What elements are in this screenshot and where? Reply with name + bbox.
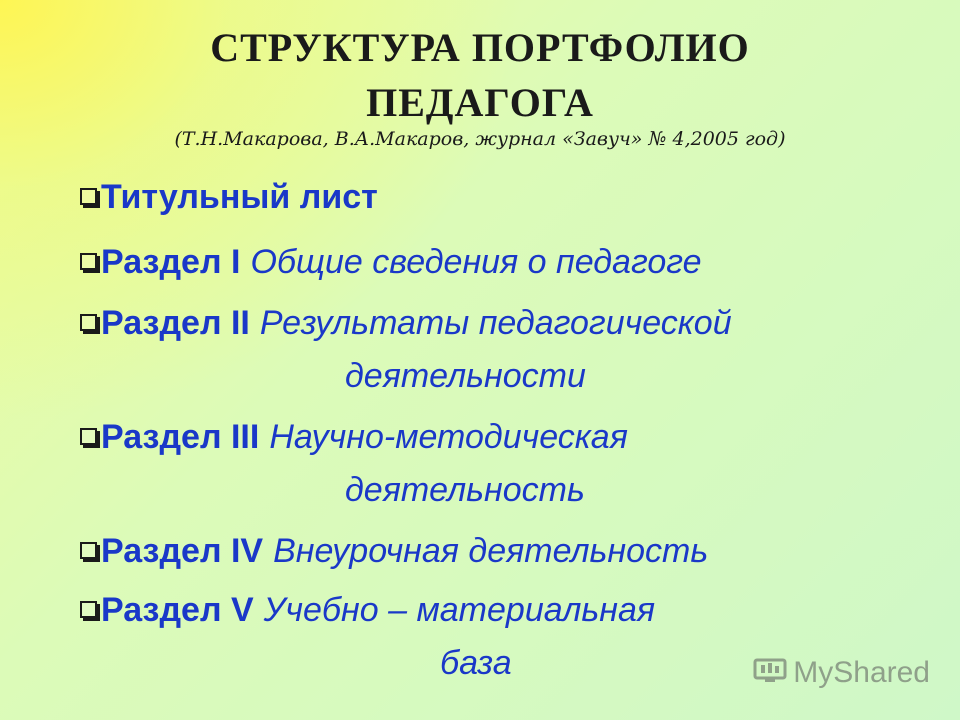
- item-description: Учебно – материальная: [263, 591, 656, 629]
- item-label: Раздел III: [101, 418, 260, 456]
- item-label: Раздел IV: [101, 532, 264, 570]
- item-description-continuation: деятельность: [345, 471, 585, 509]
- list-item-section-4: [80, 534, 708, 568]
- item-description: Результаты педагогической: [259, 304, 732, 342]
- slide-subtitle: (Т.Н.Макарова, В.А.Макаров, журнал «Завуч» № 4,2005 год): [174, 128, 786, 150]
- item-description: Научно-методическая: [269, 418, 628, 456]
- myshared-logo-icon: [753, 654, 787, 692]
- square-bullet-icon: [80, 428, 97, 445]
- item-label: Раздел I: [101, 243, 241, 281]
- square-bullet-icon: [80, 188, 97, 205]
- square-bullet-icon: [80, 314, 97, 331]
- list-item-title-page: [80, 180, 378, 214]
- slide-title-line-2: ПЕДАГОГА: [366, 80, 594, 125]
- square-bullet-icon: [80, 542, 97, 559]
- item-label: Раздел V: [101, 591, 254, 629]
- list-item-section-1: [80, 245, 702, 279]
- item-description: Общие сведения о педагоге: [250, 243, 702, 281]
- list-item-section-5: [80, 593, 655, 627]
- square-bullet-icon: [80, 601, 97, 618]
- square-bullet-icon: [80, 253, 97, 270]
- item-description-continuation: деятельности: [345, 357, 586, 395]
- slide-title-line-1: СТРУКТУРА ПОРТФОЛИО: [210, 25, 750, 70]
- item-description: Внеурочная деятельность: [273, 532, 709, 570]
- watermark-text: MyShared: [793, 656, 930, 689]
- list-item-section-3: [80, 420, 628, 454]
- list-item-section-2: [80, 306, 732, 340]
- item-description-continuation: база: [440, 644, 512, 682]
- watermark: [753, 654, 930, 692]
- item-label: Титульный лист: [101, 178, 378, 216]
- item-label: Раздел II: [101, 304, 250, 342]
